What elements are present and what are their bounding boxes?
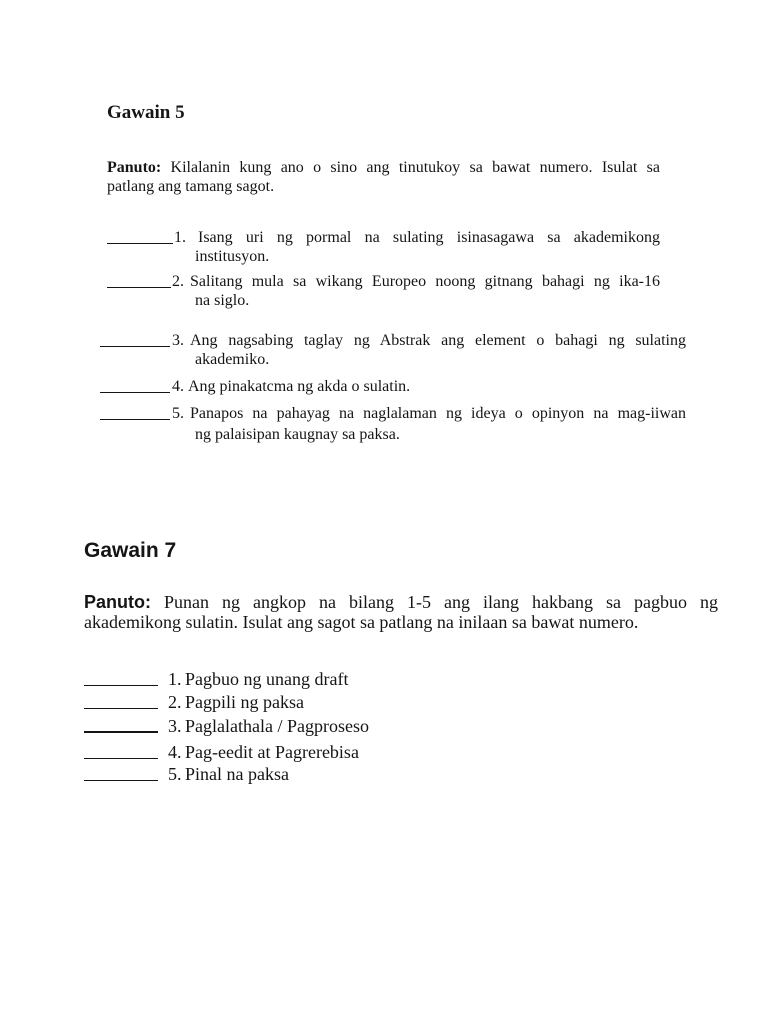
item-text-line: Ang pinakatcma ng akda o sulatin. (188, 378, 411, 395)
gawain-7-title: Gawain 7 (84, 539, 177, 562)
answer-blank (84, 668, 158, 686)
answer-blank (84, 763, 158, 781)
item-number: 4. (172, 378, 184, 395)
item-number: 2. (168, 692, 182, 712)
item-text-line: ng palaisipan kaugnay sa paksa. (195, 426, 400, 443)
instruction-label: Panuto: (107, 159, 162, 176)
answer-blank (84, 715, 158, 733)
instruction-line (107, 158, 660, 177)
item-text-line: Panapos na pahayag na naglalaman ng ideya o opinyon na mag-iiwan (190, 405, 686, 422)
answer-blank (100, 377, 170, 393)
gawain-5-instruction (107, 158, 660, 196)
instruction-line: patlang ang tamang sagot. (107, 178, 275, 195)
item-number: 3. (172, 332, 184, 349)
instruction-text: Punan ng angkop na bilang 1-5 ang ilang hakbang sa pagbuo ng (164, 592, 719, 612)
item-text: Paglalathala / Pagproseso (185, 716, 369, 736)
step-item-2 (84, 691, 304, 714)
item-text-line: Ang nagsabing taglay ng Abstrak ang element o bahagi ng sulating (190, 332, 686, 349)
instruction-label: Panuto: (84, 592, 151, 612)
answer-blank (107, 272, 171, 288)
answer-blank (100, 331, 170, 347)
question-item-3 (100, 331, 686, 369)
item-number: 4. (168, 742, 182, 762)
item-text: Pinal na paksa (185, 764, 289, 784)
item-text (190, 404, 686, 444)
item-text-line: Isang uri ng pormal na sulating isinasagawa sa akademikong (198, 229, 660, 246)
item-number: 2. (172, 273, 184, 290)
item-text (190, 272, 660, 310)
item-text: Pagbuo ng unang draft (185, 669, 349, 689)
item-text-line: institusyon. (195, 248, 270, 265)
step-item-1 (84, 668, 348, 691)
question-item-4 (100, 377, 686, 396)
instruction-line (84, 592, 718, 612)
step-item-3 (84, 715, 369, 738)
answer-blank (84, 741, 158, 759)
question-item-5 (100, 404, 686, 444)
item-text-line: Salitang mula sa wikang Europeo noong gitnang bahagi ng ika-16 (190, 273, 660, 290)
gawain-5-title: Gawain 5 (107, 102, 185, 123)
item-text (190, 331, 686, 369)
step-item-4 (84, 741, 359, 764)
item-number: 3. (168, 716, 182, 736)
item-number: 5. (168, 764, 182, 784)
item-text: Pag-eedit at Pagrerebisa (185, 742, 359, 762)
answer-blank (100, 404, 170, 420)
item-text: Pagpili ng paksa (185, 692, 304, 712)
item-number: 1. (174, 229, 186, 246)
question-item-2 (107, 272, 660, 310)
answer-blank (84, 691, 158, 709)
instruction-line: akademikong sulatin. Isulat ang sagot sa patlang na inilaan sa bawat numero. (84, 612, 639, 632)
item-number: 5. (172, 405, 184, 422)
item-text (195, 228, 660, 266)
instruction-text: Kilalanin kung ano o sino ang tinutukoy sa bawat numero. Isulat sa (170, 159, 661, 176)
item-text-line: na siglo. (195, 292, 250, 309)
question-item-1 (107, 228, 660, 266)
answer-blank (107, 228, 173, 244)
step-item-5 (84, 763, 289, 786)
item-text (188, 377, 686, 396)
item-number: 1. (168, 669, 182, 689)
gawain-7-instruction (84, 592, 718, 632)
item-text-line: akademiko. (195, 351, 270, 368)
